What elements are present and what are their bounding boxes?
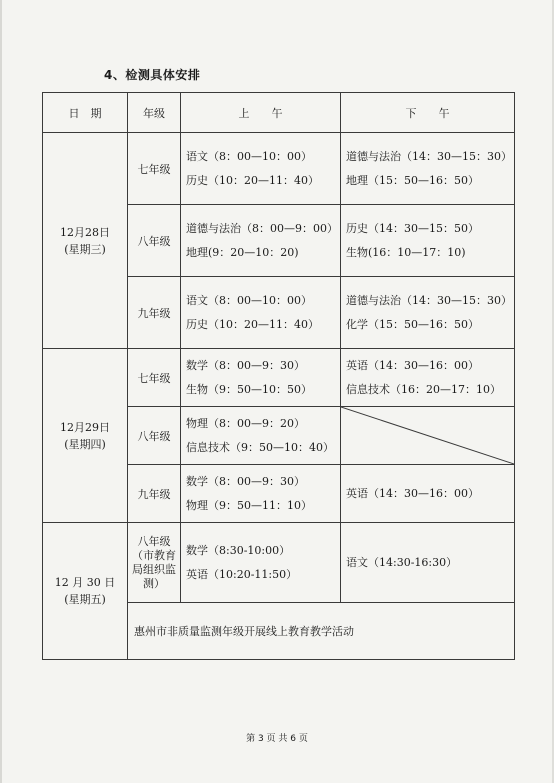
pm-subject: 英语（14：30—16：00） (346, 358, 479, 372)
grade-cell: 七年级 (128, 349, 181, 407)
am-subject: 道德与法治（8：00—9：00） (186, 221, 338, 235)
date-text: 12月29日 (60, 420, 110, 434)
am-subject: 语文（8：00—10：00） (186, 149, 312, 163)
am-subject: 生物（9：50—10：50） (186, 382, 312, 396)
header-row (43, 93, 515, 133)
grade-cell: 八年级（市教育局组织监测） (128, 523, 181, 603)
pm-cell (341, 133, 515, 205)
grade-cell: 八年级 (128, 205, 181, 277)
pm-subject: 道德与法治（14：30—15：30） (346, 293, 512, 307)
am-subject: 数学（8：00—9：30） (186, 474, 305, 488)
am-subject: 数学（8：00—9：30） (186, 358, 305, 372)
grade-cell: 七年级 (128, 133, 181, 205)
pm-cell (341, 277, 515, 349)
am-subject: 信息技术（9：50—10：40） (186, 440, 334, 454)
date-cell (43, 349, 128, 523)
pm-subject: 信息技术（16：20—17：10） (346, 382, 501, 396)
exam-schedule-table (42, 92, 515, 660)
pm-cell (341, 465, 515, 523)
pm-cell (341, 205, 515, 277)
diagonal-strike (341, 407, 514, 464)
pm-subject: 语文（14:30-16:30） (346, 555, 458, 569)
pm-subject: 化学（15：50—16：50） (346, 317, 479, 331)
weekday-text: (星期五) (64, 593, 106, 606)
pm-subject: 历史（14：30—15：50） (346, 221, 479, 235)
header-pm: 下 午 (341, 93, 515, 133)
am-subject: 英语（10:20-11:50） (186, 567, 298, 581)
pm-subject: 道德与法治（14：30—15：30） (346, 149, 512, 163)
header-grade: 年级 (128, 93, 181, 133)
online-teaching-note: 惠州市非质量监测年级开展线上教育教学活动 (128, 603, 515, 660)
grade-cell: 九年级 (128, 277, 181, 349)
am-cell (181, 523, 341, 603)
pm-subject: 地理（15：50—16：50） (346, 173, 479, 187)
date-text: 12月28日 (60, 225, 110, 239)
page-number: 第 3 页 共 6 页 (246, 734, 308, 744)
table-row (43, 349, 515, 407)
pm-cell (341, 523, 515, 603)
am-subject: 物理（9：50—11：10） (186, 498, 312, 512)
am-subject: 语文（8：00—10：00） (186, 293, 312, 307)
am-subject: 地理(9：20—10：20) (186, 245, 299, 259)
grade-cell: 八年级 (128, 407, 181, 465)
date-text: 12 月 30 日 (54, 576, 116, 589)
am-subject: 历史（10：20—11：40） (186, 173, 319, 187)
date-cell (43, 523, 128, 660)
section-heading: 4、检测具体安排 (104, 68, 201, 82)
am-subject: 历史（10：20—11：40） (186, 317, 319, 331)
am-subject: 数学（8:30-10:00） (186, 543, 291, 557)
am-subject: 物理（8：00—9：20） (186, 416, 305, 430)
pm-subject: 生物(16：10—17：10) (346, 245, 466, 259)
weekday-text: (星期四) (64, 437, 106, 451)
date-cell (43, 133, 128, 349)
empty-slot-cell (341, 407, 515, 465)
header-date: 日 期 (43, 93, 128, 133)
weekday-text: (星期三) (64, 242, 106, 256)
header-am: 上 午 (181, 93, 341, 133)
table-row (43, 523, 515, 603)
pm-cell (341, 349, 515, 407)
am-cell (181, 407, 341, 465)
am-cell (181, 133, 341, 205)
am-cell (181, 465, 341, 523)
am-cell (181, 349, 341, 407)
grade-cell: 九年级 (128, 465, 181, 523)
pm-subject: 英语（14：30—16：00） (346, 486, 479, 500)
table-row (43, 133, 515, 205)
am-cell (181, 277, 341, 349)
am-cell (181, 205, 341, 277)
